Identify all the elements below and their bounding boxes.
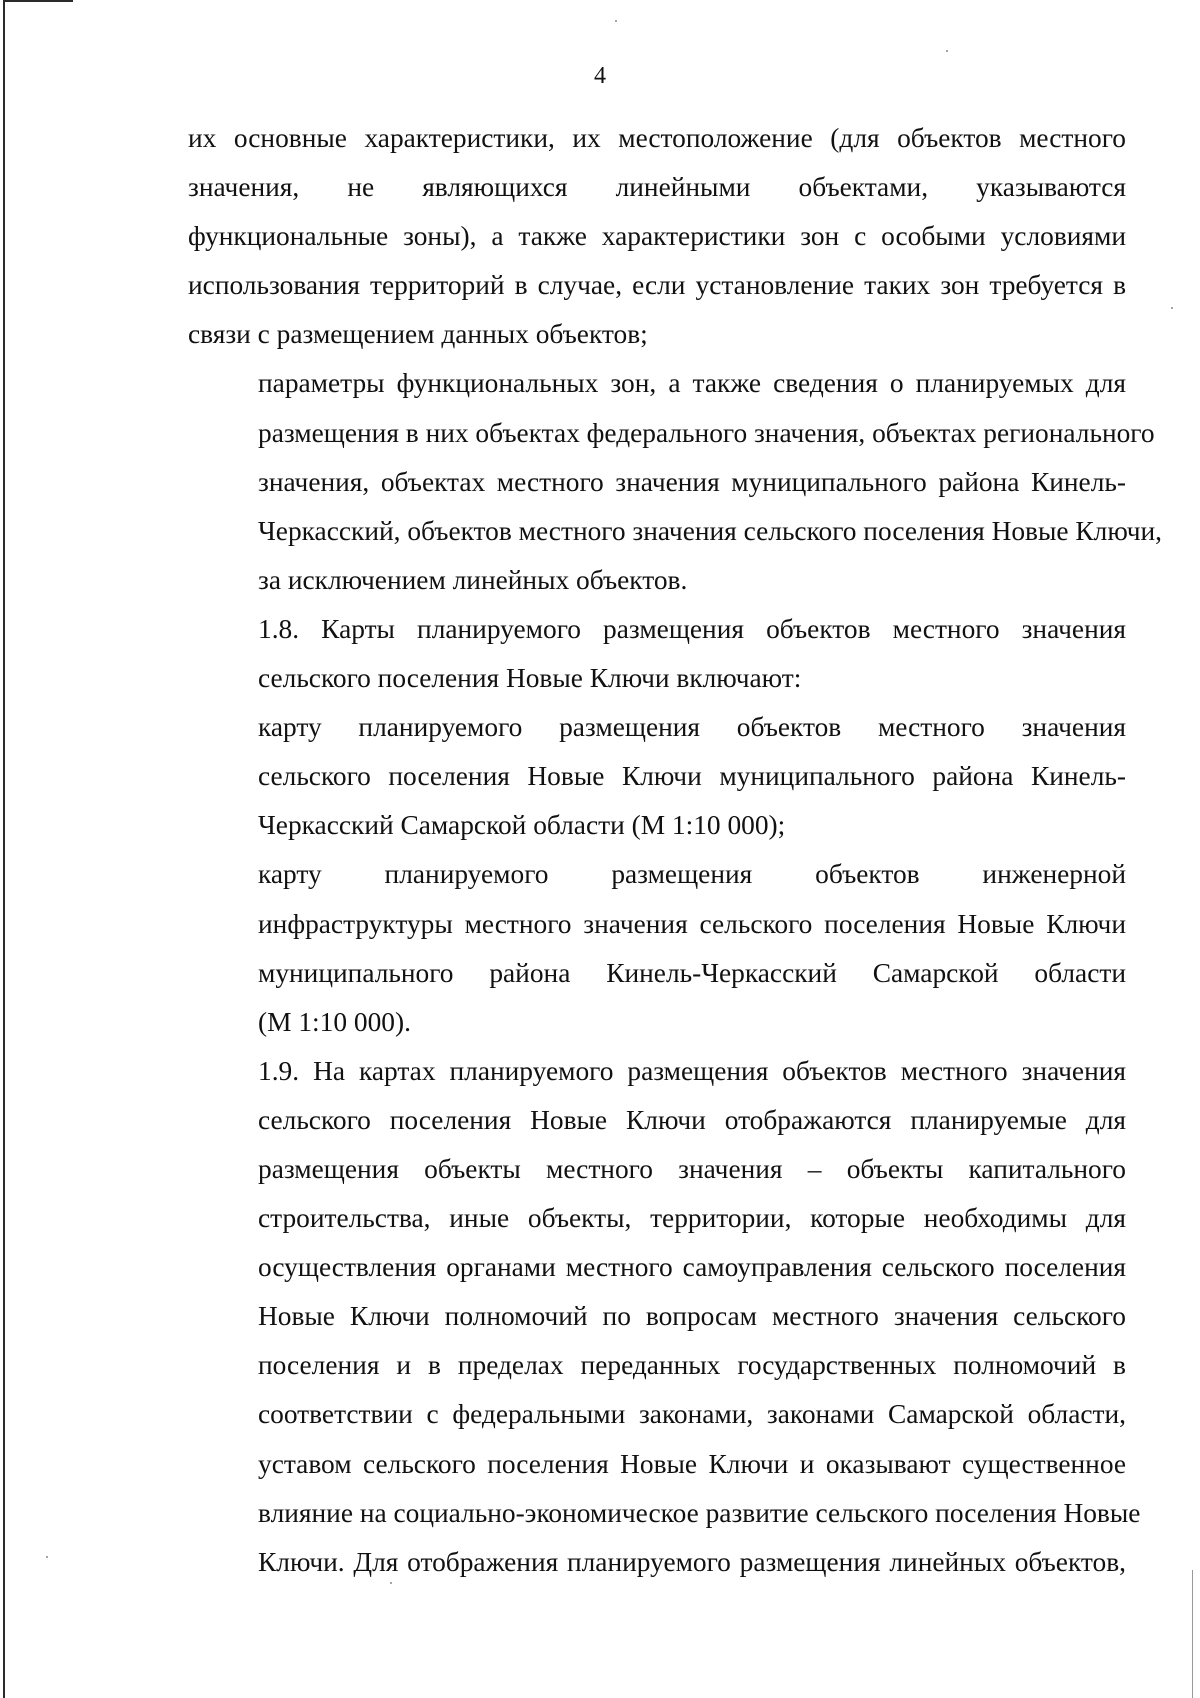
text-line: карту планируемого размещения объектов инженерной	[258, 859, 1126, 890]
text-line: значения, не являющихся линейными объектами, указываются	[188, 172, 1126, 203]
text-line: карту планируемого размещения объектов местного значения	[258, 712, 1126, 743]
paragraph	[188, 359, 1163, 604]
text-line: 1.9. На картах планируемого размещения объектов местного значения	[258, 1055, 1126, 1086]
text-line: муниципального района Кинель-Черкасский Самарской области	[258, 957, 1126, 988]
text-line: Новые Ключи полномочий по вопросам местного значения сельского	[258, 1301, 1126, 1332]
text-line: уставом сельского поселения Новые Ключи и оказывают существенное	[258, 1448, 1126, 1479]
text-line: 1.8. Карты планируемого размещения объектов местного значения	[258, 613, 1126, 644]
text-line: параметры функциональных зон, а также сведения о планируемых для	[258, 368, 1126, 399]
scan-edge-left	[3, 0, 5, 1698]
page-number: 4	[594, 63, 606, 89]
text-line: соответствии с федеральными законами, законами Самарской области,	[258, 1399, 1126, 1430]
text-line: за исключением линейных объектов.	[258, 564, 688, 595]
text-line: Черкасский, объектов местного значения сельского поселения Новые Ключи,	[258, 515, 1163, 546]
text-line: поселения и в пределах переданных государственных полномочий в	[258, 1350, 1126, 1381]
text-line: сельского поселения Новые Ключи включают:	[258, 663, 802, 694]
scan-edge-right	[1192, 1570, 1193, 1698]
text-line: размещения объекты местного значения – объекты капитального	[258, 1153, 1126, 1184]
text-line: значения, объектах местного значения муниципального района Кинель-	[258, 466, 1126, 497]
text-line: использования территорий в случае, если установление таких зон требуется в	[188, 270, 1126, 301]
text-line: сельского поселения Новые Ключи муниципального района Кинель-	[258, 761, 1126, 792]
paragraph	[188, 703, 1126, 850]
text-line: сельского поселения Новые Ключи отображаются планируемые для	[258, 1104, 1126, 1135]
paragraph	[188, 605, 1126, 703]
text-line: связи с размещением данных объектов;	[188, 319, 648, 350]
paragraph	[188, 850, 1126, 1046]
scan-speck	[615, 20, 617, 22]
text-line: Ключи. Для отображения планируемого размещения линейных объектов,	[258, 1546, 1126, 1577]
text-line: (М 1:10 000).	[258, 1006, 411, 1037]
document-body	[188, 114, 1163, 1587]
scan-speck	[1171, 307, 1173, 309]
text-line: инфраструктуры местного значения сельского поселения Новые Ключи	[258, 908, 1126, 939]
text-line: Черкасский Самарской области (М 1:10 000);	[258, 810, 786, 841]
paragraph	[188, 1047, 1141, 1587]
text-line: строительства, иные объекты, территории, которые необходимы для	[258, 1203, 1126, 1234]
text-line: осуществления органами местного самоуправления сельского поселения	[258, 1252, 1126, 1283]
scan-edge-top	[3, 0, 73, 2]
text-line: влияние на социально-экономическое развитие сельского поселения Новые	[258, 1497, 1141, 1528]
paragraph	[188, 114, 1126, 359]
scan-speck	[946, 50, 948, 52]
text-line: размещения в них объектах федерального значения, объектах регионального	[258, 417, 1155, 448]
text-line: функциональные зоны), а также характеристики зон с особыми условиями	[188, 221, 1126, 252]
scan-speck	[46, 1556, 48, 1558]
text-line: их основные характеристики, их местоположение (для объектов местного	[188, 123, 1126, 153]
